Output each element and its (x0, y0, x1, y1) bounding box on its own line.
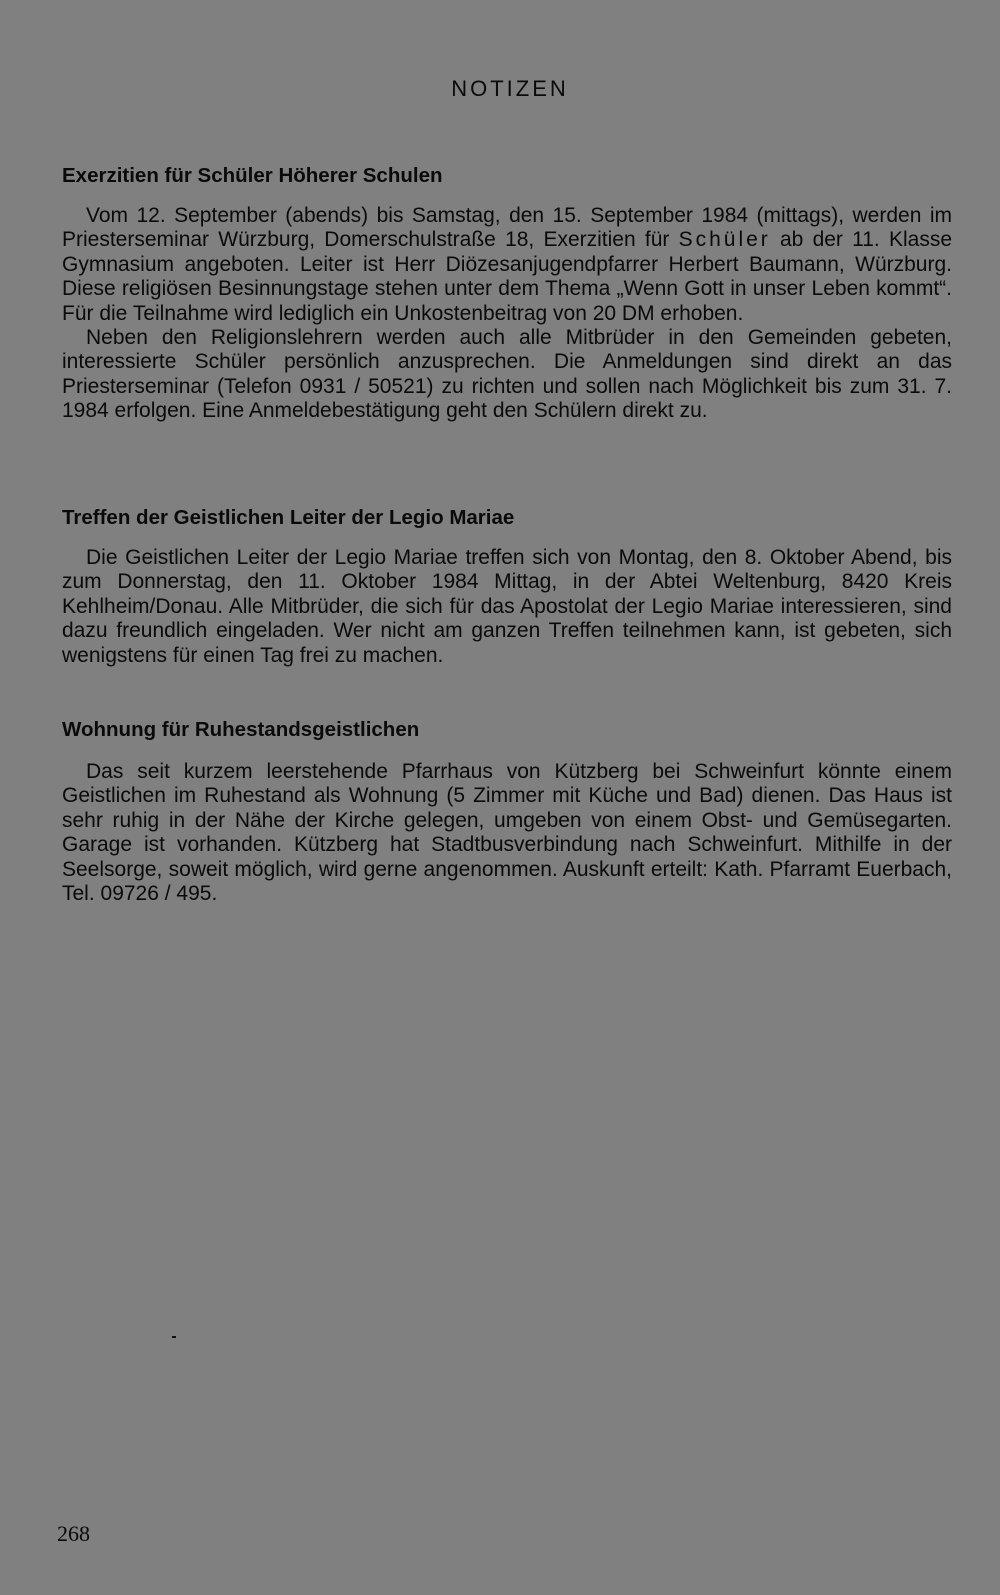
paragraph (62, 204, 952, 326)
section-legio-mariae (62, 505, 952, 668)
paragraph: Das seit kurzem leerstehende Pfarrhaus von Kützberg bei Schweinfurt könnte einem Geistlichen im Ruhestand als Wohnung (5 Zimmer mit Küche und Bad) dienen. Das Haus ist sehr ruhig in der Nähe der Kirche gelegen, umgeben von einem Obst- und Gemüsegarten. Garage ist vorhanden. Kützberg hat Stadtbusverbindung nach Schweinfurt. Mithilfe in der Seelsorge, soweit möglich, wird gerne angenommen. Auskunft erteilt: Kath. Pfarramt Euerbach, Tel. 09726 / 495. (62, 760, 952, 906)
paragraph: Die Geistlichen Leiter der Legio Mariae treffen sich von Montag, den 8. Oktober Abend, bis zum Donnerstag, den 11. Oktober 1984 Mittag, in der Abtei Weltenburg, 8420 Kreis Kehlheim/Donau. Alle Mitbrüder, die sich für das Apostolat der Legio Mariae interessieren, sind dazu freundlich eingeladen. Wer nicht am ganzen Treffen teilnehmen kann, ist gebeten, sich wenigstens für einen Tag frei zu machen. (62, 546, 952, 667)
section-title: Wohnung für Ruhestandsgeistlichen (62, 718, 420, 741)
section-title: Exerzitien für Schüler Höherer Schulen (62, 164, 443, 187)
stray-mark (172, 1336, 176, 1338)
paragraph-text: ab der 11. Klasse Gymnasium angeboten. Leiter ist Herr Diözesanjugendpfarrer Herbert Baumann, Würzburg. Diese religiösen Besinnungstage stehen unter dem Thema „Wenn Gott in unser Leben kommt“. Für die Teilnahme wird lediglich ein Unkostenbeitrag von 20 DM erhoben. (62, 228, 952, 325)
page-number: 268 (57, 1521, 90, 1546)
emphasized-word: Schüler (678, 228, 771, 252)
paragraph-text: Vom 12. September (abends) bis Samstag, den 15. September 1984 (mittags), werden im Priesterseminar Würzburg, Domerschulstraße 18, Exerzitien für (62, 204, 952, 252)
section-title: Treffen der Geistlichen Leiter der Legio Mariae (62, 506, 515, 529)
page-title: NOTIZEN (451, 76, 569, 101)
section-wohnung (62, 717, 952, 906)
paragraph: Neben den Religionslehrern werden auch alle Mitbrüder in den Gemeinden gebeten, interessierte Schüler persönlich anzusprechen. Die Anmeldungen sind direkt an das Priesterseminar (Telefon 0931 / 50521) zu richten und sollen nach Möglichkeit bis zum 31. 7. 1984 erfolgen. Eine Anmeldebestätigung geht den Schülern direkt zu. (62, 326, 952, 423)
section-exerzitien (62, 163, 952, 424)
